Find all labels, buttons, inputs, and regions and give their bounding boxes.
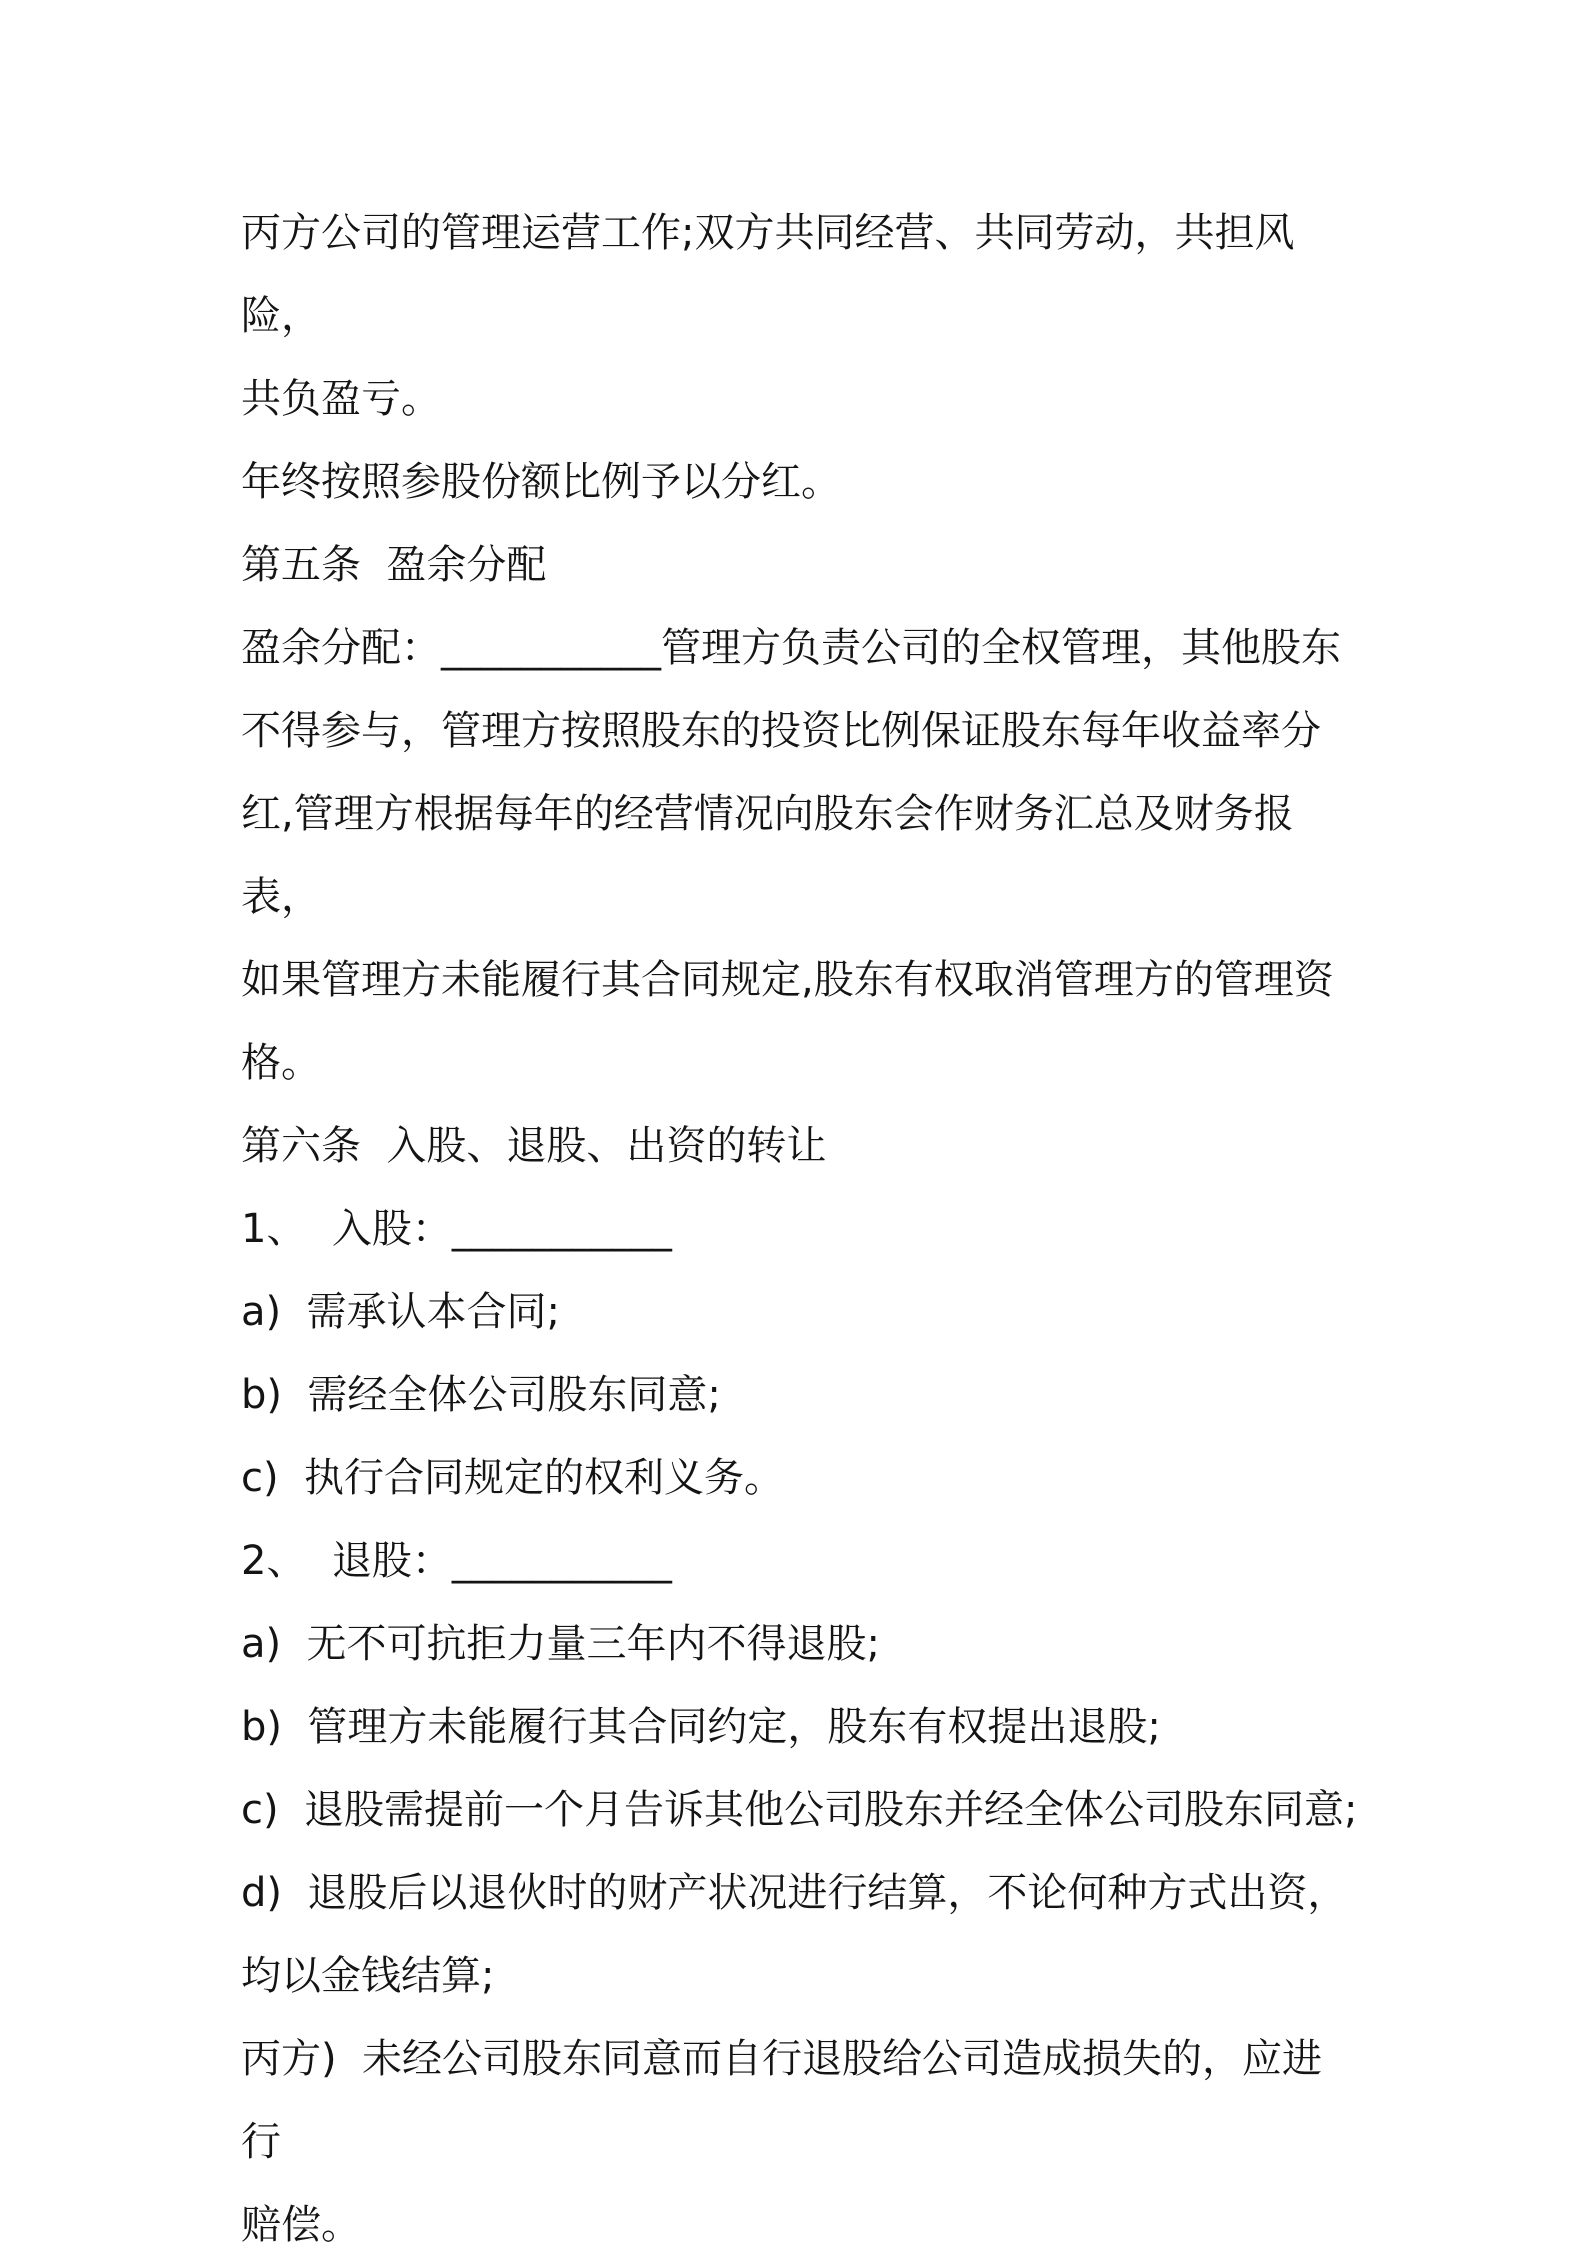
list-item: a) 需承认本合同; bbox=[241, 1289, 561, 1335]
list-item: a) 无不可抗拒力量三年内不得退股; bbox=[241, 1621, 881, 1667]
body-line: 年终按照参股份额比例予以分红。 bbox=[241, 459, 841, 505]
body-line: 红,管理方根据每年的经营情况向股东会作财务汇总及财务报表， bbox=[241, 791, 1294, 920]
list-item: d) 退股后以退伙时的财产状况进行结算，不论何种方式出资， bbox=[241, 1870, 1348, 1916]
list-item: c) 执行合同规定的权利义务。 bbox=[241, 1455, 785, 1501]
list-item: c) 退股需提前一个月告诉其他公司股东并经全体公司股东同意; bbox=[241, 1787, 1358, 1833]
article-6-heading: 第六条 入股、退股、出资的转让 bbox=[241, 1123, 827, 1169]
list-item: b) 管理方未能履行其合同约定，股东有权提出退股; bbox=[241, 1704, 1161, 1750]
body-line: 赔偿。 bbox=[241, 2202, 361, 2248]
body-line: 共负盈亏。 bbox=[241, 376, 441, 422]
document-body bbox=[241, 192, 1361, 2267]
list-item: 丙方) 未经公司股东同意而自行退股给公司造成损失的，应进行 bbox=[241, 2036, 1323, 2165]
list-item: 2、 退股：___________ bbox=[241, 1538, 672, 1584]
body-line: 丙方公司的管理运营工作;双方共同经营、共同劳动，共担风险， bbox=[241, 210, 1295, 339]
body-line: 不得参与，管理方按照股东的投资比例保证股东每年收益率分 bbox=[241, 708, 1321, 754]
list-item: 1、 入股：___________ bbox=[241, 1206, 672, 1252]
list-item: b) 需经全体公司股东同意; bbox=[241, 1372, 721, 1418]
body-line: 格。 bbox=[241, 1040, 321, 1086]
body-line: 均以金钱结算; bbox=[241, 1953, 495, 1999]
body-line: 盈余分配：___________管理方负责公司的全权管理，其他股东 bbox=[241, 625, 1341, 671]
body-line: 如果管理方未能履行其合同规定,股东有权取消管理方的管理资 bbox=[241, 957, 1334, 1003]
article-5-heading: 第五条 盈余分配 bbox=[241, 542, 547, 588]
